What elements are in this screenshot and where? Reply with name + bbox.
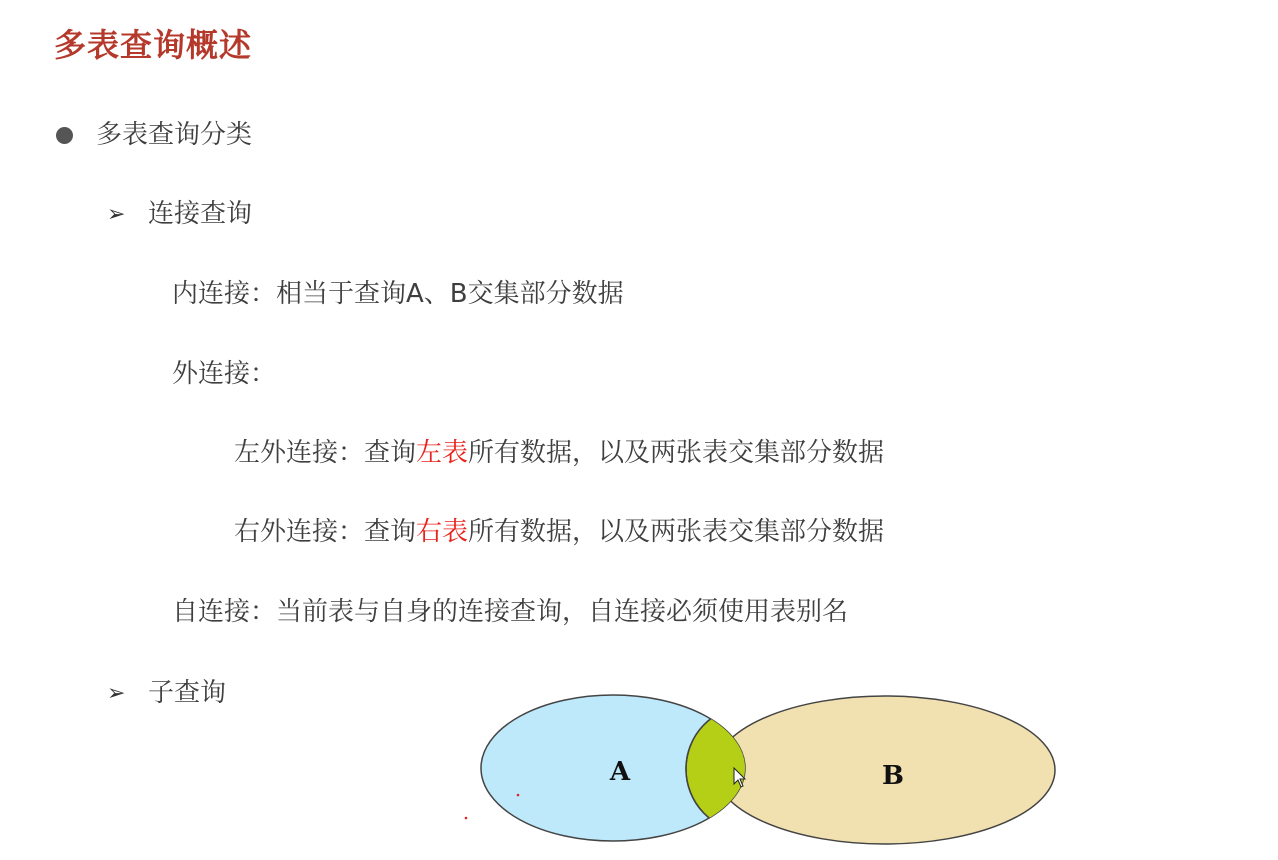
- outer-join-text: 外连接：: [172, 359, 277, 389]
- arrow-bullet-icon: ➢: [107, 202, 126, 227]
- bullet-dot-icon: [56, 127, 73, 144]
- red-dot-mark: [465, 817, 468, 820]
- arrow-bullet-icon: ➢: [107, 681, 126, 706]
- right-outer-join-text: [234, 519, 884, 545]
- subquery-heading: 子查询: [148, 678, 227, 708]
- left-outer-join-text: [234, 440, 884, 466]
- right-join-suffix: 所有数据，以及两张表交集部分数据: [468, 517, 885, 547]
- left-join-prefix: 左外连接：查询: [234, 438, 417, 468]
- join-query-heading: 连接查询: [148, 199, 253, 229]
- venn-label-b: B: [882, 761, 904, 791]
- self-join-text: 自连接：当前表与自身的连接查询，自连接必须使用表别名: [172, 597, 849, 627]
- inner-join-text: 内连接：相当于查询A、B交集部分数据: [172, 279, 624, 309]
- left-join-suffix: 所有数据，以及两张表交集部分数据: [468, 438, 885, 468]
- slide-title: 多表查询概述: [54, 26, 253, 64]
- venn-label-a: A: [609, 757, 631, 787]
- red-dot-mark: [517, 794, 520, 797]
- right-join-prefix: 右外连接：查询: [234, 517, 417, 547]
- venn-diagram: [450, 680, 1070, 855]
- left-table-highlight: 左表: [416, 438, 469, 468]
- right-table-highlight: 右表: [416, 517, 469, 547]
- bullet-heading-categories: 多表查询分类: [96, 120, 253, 150]
